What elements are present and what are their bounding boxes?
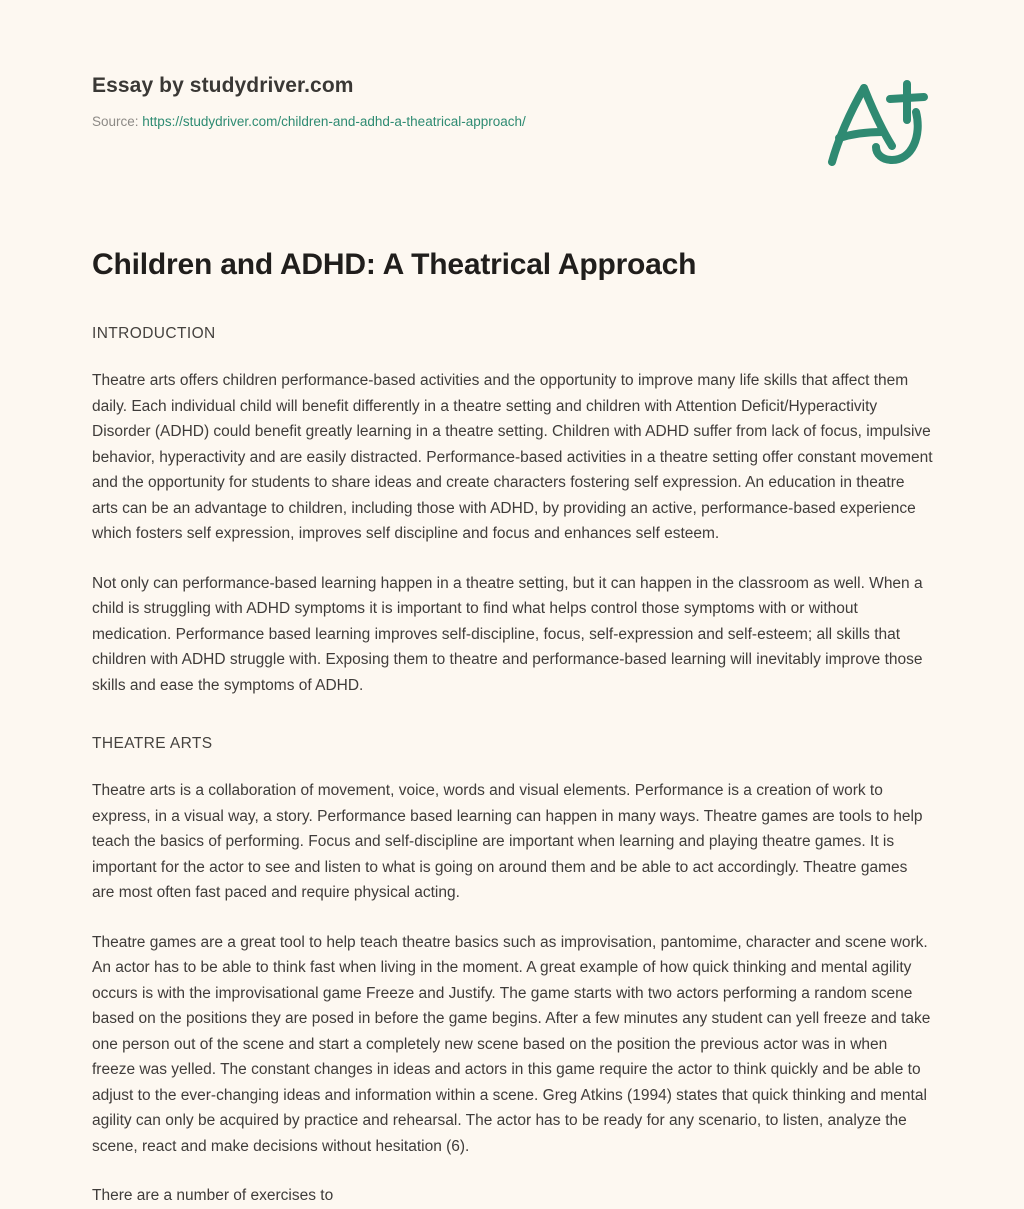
paragraph: Not only can performance-based learning happen in a theatre setting, but it can happen in the classroom as well. When a child is struggling with ADHD symptoms it is important to find what helps control those symptoms with or without medication. Performance based learning improves self-discipline, focus, self-expression and self-esteem; all skills that children with ADHD struggle with. Exposing them to theatre and performance-based learning will inevitably improve those skills and ease the symptoms of ADHD.: [92, 574, 923, 694]
paragraph: Theatre arts offers children performance-based activities and the opportunity to improve many life skills that affect them daily. Each individual child will benefit differently in a theatre setting and children with Attention Deficit/Hyperactivity Disorder (ADHD) could benefit greatly learning in a theatre setting. Children with ADHD suffer from lack of focus, impulsive behavior, hyperactivity and are easily distracted. Performance-based activities in a theatre setting offer constant movement and the opportunity for students to share ideas and create characters fostering self expression. An education in theatre arts can be an advantage to children, including those with ADHD, by providing an active, performance-based experience which fosters self expression, improves self discipline and focus and enhances self esteem.: [92, 372, 933, 542]
a-plus-logo: [812, 68, 940, 172]
source-url-link[interactable]: https://studydriver.com/children-and-adhd-a-theatrical-approach/: [142, 114, 526, 129]
article-body: [92, 246, 934, 1209]
page-header: [0, 0, 1024, 200]
paragraph-truncated: There are a number of exercises to: [92, 1187, 334, 1204]
source-line: [92, 112, 792, 132]
paragraph: Theatre games are a great tool to help teach theatre basics such as improvisation, pantomime, character and scene work. An actor has to be able to think fast when living in the moment. A great example of how quick thinking and mental agility occurs is with the improvisational game Freeze and Justify. The game starts with two actors performing a random scene based on the positions they are posed in before the game begins. After a few minutes any student can yell freeze and take one person out of the scene and start a completely new scene based on the position the previous actor was in when freeze was yelled. The constant changes in ideas and actors in this game require the actor to think quickly and be able to adjust to the ever-changing ideas and information within a scene. Greg Atkins (1994) states that quick thinking and mental agility can only be acquired by practice and rehearsal. The actor has to be ready for any scenario, to listen, analyze the scene, react and make decisions without hesitation (6).: [92, 933, 931, 1155]
brand-block: [92, 72, 792, 132]
source-label: Source:: [92, 114, 139, 129]
brand-title: Essay by studydriver.com: [92, 74, 354, 97]
page-title: Children and ADHD: A Theatrical Approach: [92, 248, 697, 281]
paragraph: Theatre arts is a collaboration of movement, voice, words and visual elements. Performance is a creation of work to express, in a visual way, a story. Performance based learning can happen in many ways. Theatre games are tools to help teach the basics of performing. Focus and self-discipline are important when learning and playing theatre games. It is important for the actor to see and listen to what is going on around them and be able to act accordingly. Theatre games are most often fast paced and require physical acting.: [92, 782, 923, 901]
section-heading-theatre-arts: THEATRE ARTS: [92, 735, 213, 752]
a-plus-logo-icon: [812, 68, 940, 172]
section-heading-introduction: INTRODUCTION: [92, 325, 216, 342]
